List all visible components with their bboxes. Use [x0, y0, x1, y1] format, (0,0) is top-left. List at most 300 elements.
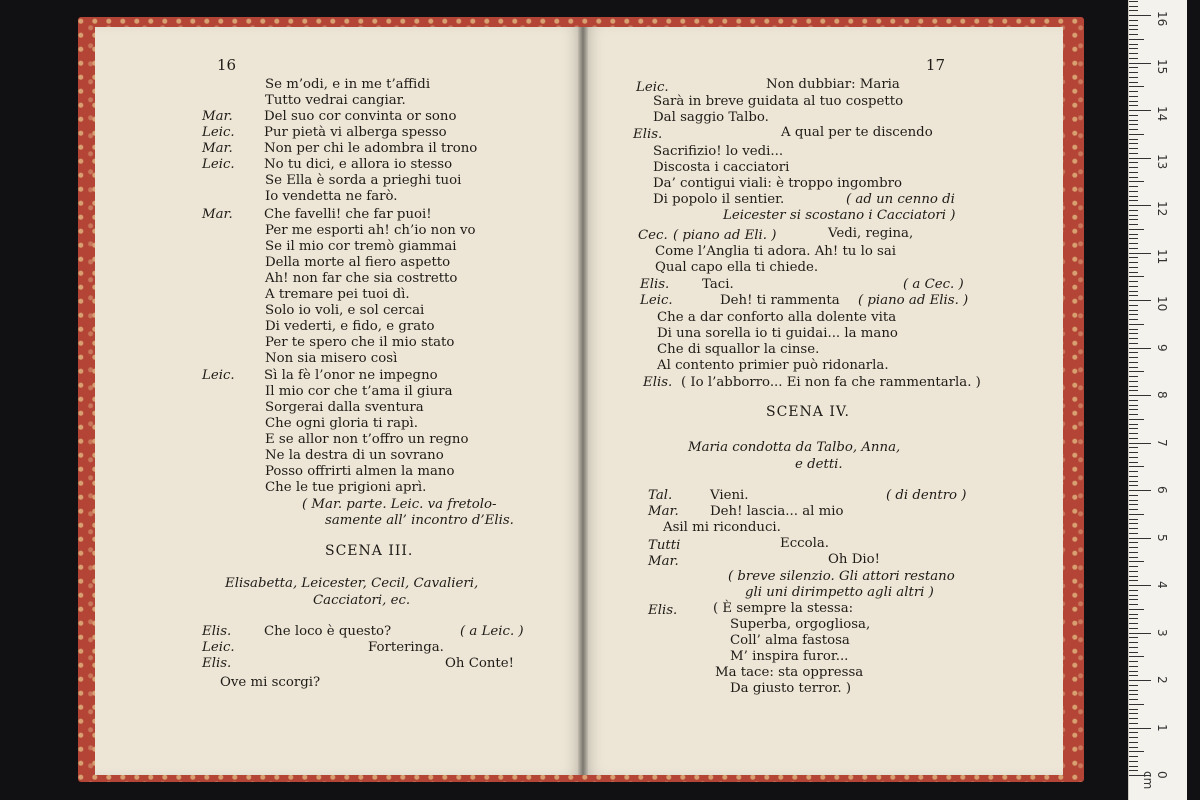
text-line: [445, 656, 514, 672]
text-line: [648, 554, 679, 570]
ruler-tick: [1129, 504, 1138, 505]
line-text: Sarà in breve guidata al tuo cospetto: [653, 94, 904, 109]
ruler-tick: [1129, 148, 1138, 149]
line-text: ( breve silenzio. Gli attori restano: [728, 569, 955, 584]
ruler-tick: [1129, 552, 1138, 553]
line-text: Vedi, regina,: [828, 226, 914, 241]
ruler-tick: [1129, 675, 1138, 676]
speaker-label: Elis.: [202, 656, 232, 671]
book-gutter: [578, 27, 588, 775]
ruler-tick: [1129, 614, 1138, 615]
ruler-tick: [1129, 338, 1138, 339]
ruler-tick: [1129, 751, 1144, 752]
ruler-tick: [1129, 709, 1138, 710]
line-text: Che ogni gloria ti rapì.: [265, 416, 419, 431]
ruler-tick: [1129, 276, 1144, 277]
ruler-label: 16: [1155, 11, 1169, 27]
text-line: [265, 255, 450, 271]
ruler-tick: [1129, 400, 1138, 401]
text-line: [730, 633, 850, 649]
text-line: [657, 342, 819, 358]
text-line: [265, 416, 418, 432]
line-text: Ne la destra di un sovrano: [265, 448, 444, 463]
line-text: Discosta i cacciatori: [653, 160, 790, 175]
text-line: [730, 617, 870, 633]
ruler-tick: [1129, 82, 1138, 83]
text-line: [903, 277, 964, 293]
ruler-tick: [1129, 120, 1138, 121]
measuring-ruler: [1128, 0, 1187, 800]
text-line: [828, 226, 913, 242]
ruler-tick: [1129, 704, 1144, 705]
text-line: [202, 125, 447, 141]
ruler-tick: [1129, 229, 1144, 230]
line-text: ( a Leic. ): [460, 624, 524, 639]
ruler-tick: [1129, 272, 1138, 273]
text-line: [638, 228, 668, 244]
line-text: ( Mar. parte. Leic. va fretolo-: [302, 497, 497, 512]
speaker-label: Mar.: [648, 504, 679, 519]
line-text: Se m’odi, e in me t’affidi: [265, 77, 431, 92]
text-line: [640, 277, 734, 293]
text-line: [723, 208, 955, 224]
line-text: Io vendetta ne farò.: [265, 189, 398, 204]
ruler-tick: [1129, 110, 1151, 111]
line-text: Non dubbiar: Maria: [766, 77, 900, 92]
ruler-tick: [1129, 352, 1138, 353]
ruler-tick: [1129, 443, 1151, 444]
ruler-tick: [1129, 519, 1138, 520]
ruler-tick: [1129, 609, 1144, 610]
ruler-tick: [1129, 105, 1138, 106]
ruler-label: 0 cm: [1141, 771, 1169, 790]
ruler-tick: [1129, 186, 1138, 187]
ruler-tick: [1129, 29, 1138, 30]
text-line: [653, 110, 769, 126]
line-text: ( È sempre la stessa:: [713, 601, 854, 616]
speaker-label: Elis.: [633, 127, 663, 142]
line-text: ( piano ad Elis. ): [858, 293, 969, 308]
line-text: Il mio cor che t’ama il giura: [265, 384, 453, 399]
text-line: [220, 675, 320, 691]
ruler-tick: [1129, 72, 1138, 73]
text-line: [265, 287, 410, 303]
ruler-tick: [1129, 267, 1138, 268]
ruler-tick: [1129, 452, 1138, 453]
ruler-tick: [1129, 262, 1138, 263]
ruler-tick: [1129, 500, 1138, 501]
text-line: [720, 293, 840, 309]
ruler-tick: [1129, 48, 1138, 49]
text-line: [655, 244, 896, 260]
text-line: [653, 176, 902, 192]
text-line: [265, 480, 426, 496]
speaker-label: Mar.: [202, 207, 233, 222]
line-text: A qual per te discendo: [781, 125, 933, 140]
ruler-tick: [1129, 652, 1138, 653]
text-line: [766, 77, 900, 93]
line-text: Non per chi le adombra il trono: [264, 141, 478, 156]
line-text: Taci.: [702, 277, 734, 292]
line-text: Sacrifizio! lo vedi...: [653, 144, 784, 159]
line-text: Qual capo ella ti chiede.: [655, 260, 819, 275]
text-line: [265, 335, 454, 351]
line-text: M’ inspira furor...: [730, 649, 849, 664]
line-text: Come l’Anglia ti adora. Ah! tu lo sai: [655, 244, 897, 259]
line-text: Oh Dio!: [828, 552, 880, 567]
ruler-tick: [1129, 485, 1138, 486]
ruler-tick: [1129, 44, 1138, 45]
ruler-tick: [1129, 671, 1138, 672]
ruler-tick: [1129, 428, 1138, 429]
text-line: [265, 77, 430, 93]
ruler-tick: [1129, 77, 1138, 78]
ruler-tick: [1129, 91, 1138, 92]
speaker-label: Mar.: [648, 554, 679, 569]
ruler-tick: [1129, 481, 1138, 482]
text-line: [648, 538, 680, 554]
line-text: samente all’ incontro d’Elis.: [325, 513, 514, 528]
ruler-tick: [1129, 737, 1138, 738]
ruler-tick: [1129, 680, 1151, 681]
line-text: Per me esporti ah! ch’io non vo: [265, 223, 476, 238]
text-line: [202, 141, 477, 157]
text-line: [730, 649, 848, 665]
ruler-label: 7: [1155, 438, 1169, 447]
ruler-tick: [1129, 281, 1138, 282]
line-text: Asil mi riconduci.: [663, 520, 781, 535]
text-line: [265, 189, 398, 205]
text-line: [781, 125, 933, 141]
ruler-tick: [1129, 291, 1138, 292]
ruler-tick: [1129, 647, 1138, 648]
text-line: [795, 457, 843, 473]
ruler-tick: [1129, 63, 1151, 64]
text-line: [225, 576, 478, 592]
ruler-tick: [1129, 656, 1144, 657]
speaker-label: Leic.: [636, 80, 669, 95]
text-line: [648, 504, 843, 520]
text-line: [643, 375, 672, 391]
ruler-tick: [1129, 300, 1151, 301]
ruler-tick: [1129, 495, 1138, 496]
page-number-left: 16: [217, 56, 237, 74]
text-line: [302, 497, 497, 513]
ruler-tick: [1129, 590, 1138, 591]
text-line: [265, 448, 444, 464]
text-line: [657, 326, 898, 342]
text-line: [688, 440, 900, 456]
ruler-tick: [1129, 39, 1144, 40]
page-number-right: 17: [925, 56, 945, 74]
text-line: [846, 192, 955, 208]
text-line: [313, 593, 410, 609]
ruler-tick: [1129, 224, 1138, 225]
ruler-label: 1: [1155, 723, 1169, 732]
scene-heading: [766, 404, 850, 420]
ruler-tick: [1129, 205, 1151, 206]
ruler-tick: [1129, 1, 1138, 2]
ruler-label: 14: [1155, 106, 1169, 122]
ruler-tick: [1129, 533, 1138, 534]
text-line: [202, 207, 432, 223]
ruler-tick: [1129, 234, 1138, 235]
line-text: Al contento primier può ridonarla.: [657, 358, 889, 373]
ruler-tick: [1129, 243, 1138, 244]
ruler-tick: [1129, 34, 1138, 35]
speaker-label: Leic.: [202, 157, 235, 172]
text-line: [265, 173, 461, 189]
ruler-tick: [1129, 86, 1144, 87]
ruler-tick: [1129, 694, 1138, 695]
ruler-tick: [1129, 381, 1138, 382]
line-text: Della morte al fiero aspetto: [265, 255, 451, 270]
ruler-tick: [1129, 557, 1138, 558]
line-text: Che di squallor la cinse.: [657, 342, 820, 357]
ruler-tick: [1129, 457, 1138, 458]
text-line: [202, 656, 231, 672]
line-text: Deh! ti rammenta: [720, 293, 840, 308]
ruler-tick: [1129, 747, 1138, 748]
ruler-tick: [1129, 115, 1138, 116]
ruler-tick: [1129, 348, 1151, 349]
ruler-label: 9: [1155, 343, 1169, 352]
text-line: [368, 640, 444, 656]
ruler-tick: [1129, 295, 1138, 296]
line-text: Che a dar conforto alla dolente vita: [657, 310, 897, 325]
ruler-tick: [1129, 6, 1138, 7]
text-line: [713, 601, 853, 617]
ruler-tick: [1129, 15, 1151, 16]
ruler-tick: [1129, 718, 1138, 719]
ruler-tick: [1129, 143, 1138, 144]
line-text: No tu dici, e allora io stesso: [264, 157, 453, 172]
ruler-tick: [1129, 305, 1138, 306]
text-line: [648, 603, 677, 619]
ruler-tick: [1129, 538, 1151, 539]
ruler-label: 5: [1155, 533, 1169, 542]
ruler-tick: [1129, 343, 1138, 344]
text-line: [202, 624, 391, 640]
ruler-tick: [1129, 124, 1138, 125]
ruler-tick: [1129, 200, 1138, 201]
line-text: Maria condotta da Talbo, Anna,: [688, 440, 901, 455]
text-line: [657, 358, 889, 374]
ruler-tick: [1129, 20, 1138, 21]
text-line: [265, 432, 469, 448]
line-text: Oh Conte!: [445, 656, 514, 671]
ruler-tick: [1129, 357, 1138, 358]
line-text: Dal saggio Talbo.: [653, 110, 769, 125]
text-line: [640, 293, 673, 309]
ruler-tick: [1129, 196, 1138, 197]
ruler-tick: [1129, 490, 1151, 491]
ruler-tick: [1129, 447, 1138, 448]
ruler-tick: [1129, 571, 1138, 572]
speaker-label: Elis.: [648, 603, 678, 618]
ruler-tick: [1129, 219, 1138, 220]
text-line: [648, 488, 749, 504]
ruler-tick: [1129, 257, 1138, 258]
speaker-label: Cec.: [638, 228, 668, 243]
ruler-tick: [1129, 637, 1138, 638]
text-line: [202, 640, 235, 656]
text-line: [681, 375, 981, 391]
text-line: [673, 228, 776, 244]
text-line: [265, 319, 434, 335]
line-text: Posso offrirti almen la mano: [265, 464, 455, 479]
ruler-tick: [1129, 623, 1138, 624]
line-text: Elisabetta, Leicester, Cecil, Cavalieri,: [225, 576, 479, 591]
ruler-tick: [1129, 310, 1138, 311]
speaker-label: Mar.: [202, 109, 233, 124]
speaker-label: Leic.: [640, 293, 673, 308]
ruler-tick: [1129, 471, 1138, 472]
ruler-tick: [1129, 509, 1138, 510]
line-text: Che loco è questo?: [264, 624, 392, 639]
line-text: Del suo cor convinta or sono: [264, 109, 457, 124]
ruler-tick: [1129, 618, 1138, 619]
ruler-label: 11: [1155, 248, 1169, 264]
speaker-label: Elis.: [643, 375, 673, 390]
ruler-tick: [1129, 732, 1138, 733]
scene-heading: [325, 543, 413, 559]
ruler-tick: [1129, 462, 1138, 463]
speaker-label: Mar.: [202, 141, 233, 156]
ruler-tick: [1129, 433, 1138, 434]
ruler-tick: [1129, 386, 1138, 387]
ruler-tick: [1129, 409, 1138, 410]
line-text: E se allor non t’offro un regno: [265, 432, 469, 447]
line-text: Di popolo il sentier.: [653, 192, 785, 207]
ruler-tick: [1129, 153, 1138, 154]
ruler-tick: [1129, 566, 1138, 567]
text-line: [265, 384, 453, 400]
speaker-label: Leic.: [202, 640, 235, 655]
text-line: [202, 109, 457, 125]
ruler-tick: [1129, 633, 1151, 634]
line-text: Deh! lascia... al mio: [710, 504, 844, 519]
ruler-tick: [1129, 238, 1138, 239]
line-text: ( a Cec. ): [903, 277, 964, 292]
ruler-tick: [1129, 742, 1138, 743]
text-line: [886, 488, 966, 504]
ruler-tick: [1129, 699, 1138, 700]
line-text: gli uni dirimpetto agli altri ): [745, 585, 934, 600]
ruler-tick: [1129, 167, 1138, 168]
ruler-tick: [1129, 58, 1138, 59]
line-text: Solo io voli, e sol cercai: [265, 303, 425, 318]
text-line: [657, 310, 896, 326]
ruler-tick: [1129, 661, 1138, 662]
text-line: [730, 681, 851, 697]
ruler-label: 3: [1155, 628, 1169, 637]
line-text: ( Io l’abborro... Ei non fa che rammentarla. ): [681, 375, 981, 390]
line-text: Leicester si scostano i Cacciatori ): [723, 208, 956, 223]
text-line: [265, 271, 457, 287]
ruler-tick: [1129, 476, 1138, 477]
ruler-tick: [1129, 324, 1144, 325]
line-text: Ma tace: sta oppressa: [715, 665, 864, 680]
line-text: e detti.: [795, 457, 843, 472]
ruler-tick: [1129, 319, 1138, 320]
ruler-tick: [1129, 101, 1138, 102]
ruler-tick: [1129, 395, 1151, 396]
ruler-label: 12: [1155, 201, 1169, 217]
speaker-label: Elis.: [202, 624, 232, 639]
line-text: Di una sorella io ti guidai... la mano: [657, 326, 898, 341]
ruler-tick: [1129, 685, 1138, 686]
right-page: [583, 27, 1063, 775]
text-line: [265, 351, 397, 367]
ruler-tick: [1129, 96, 1138, 97]
text-line: [728, 569, 955, 585]
ruler-label: 13: [1155, 153, 1169, 169]
text-line: [653, 192, 784, 208]
ruler-tick: [1129, 362, 1138, 363]
ruler-tick: [1129, 248, 1138, 249]
ruler-tick: [1129, 25, 1138, 26]
ruler-tick: [1129, 756, 1138, 757]
speaker-label: Leic.: [202, 368, 235, 383]
line-text: Se il mio cor tremò giammai: [265, 239, 457, 254]
text-line: [265, 464, 455, 480]
ruler-tick: [1129, 542, 1138, 543]
ruler-tick: [1129, 329, 1138, 330]
ruler-tick: [1129, 528, 1138, 529]
text-line: [265, 400, 424, 416]
line-text: Sì la fè l’onor ne impegno: [264, 368, 438, 383]
text-line: [202, 368, 438, 384]
line-text: SCENA IV.: [766, 404, 850, 420]
line-text: Eccola.: [780, 536, 830, 551]
line-text: ( piano ad Eli. ): [673, 228, 777, 243]
line-text: Se Ella è sorda a prieghi tuoi: [265, 173, 462, 188]
line-text: ( di dentro ): [886, 488, 967, 503]
ruler-tick: [1129, 139, 1138, 140]
ruler-tick: [1129, 129, 1138, 130]
line-text: Che le tue prigioni aprì.: [265, 480, 427, 495]
line-text: Coll’ alma fastosa: [730, 633, 850, 648]
ruler-tick: [1129, 723, 1138, 724]
ruler-tick: [1129, 210, 1138, 211]
ruler-tick: [1129, 585, 1151, 586]
line-text: Per te spero che il mio stato: [265, 335, 455, 350]
text-line: [780, 536, 829, 552]
ruler-tick: [1129, 595, 1138, 596]
ruler-tick: [1129, 158, 1151, 159]
ruler-tick: [1129, 134, 1144, 135]
text-line: [202, 157, 452, 173]
text-line: [460, 624, 524, 640]
text-line: [653, 160, 789, 176]
text-line: [265, 239, 457, 255]
speaker-label: Leic.: [202, 125, 235, 140]
ruler-tick: [1129, 181, 1144, 182]
line-text: Superba, orgogliosa,: [730, 617, 871, 632]
ruler-label: 6: [1155, 486, 1169, 494]
ruler-tick: [1129, 215, 1138, 216]
left-page: [95, 27, 583, 775]
line-text: Tutto vedrai cangiar.: [265, 93, 406, 108]
line-text: Ove mi scorgi?: [220, 675, 321, 690]
ruler-tick: [1129, 414, 1138, 415]
line-text: Ah! non far che sia costretto: [265, 271, 458, 286]
speaker-label: Tutti: [648, 538, 681, 553]
ruler-label: 8: [1155, 391, 1169, 399]
ruler-tick: [1129, 466, 1144, 467]
line-text: A tremare pei tuoi dì.: [265, 287, 410, 302]
